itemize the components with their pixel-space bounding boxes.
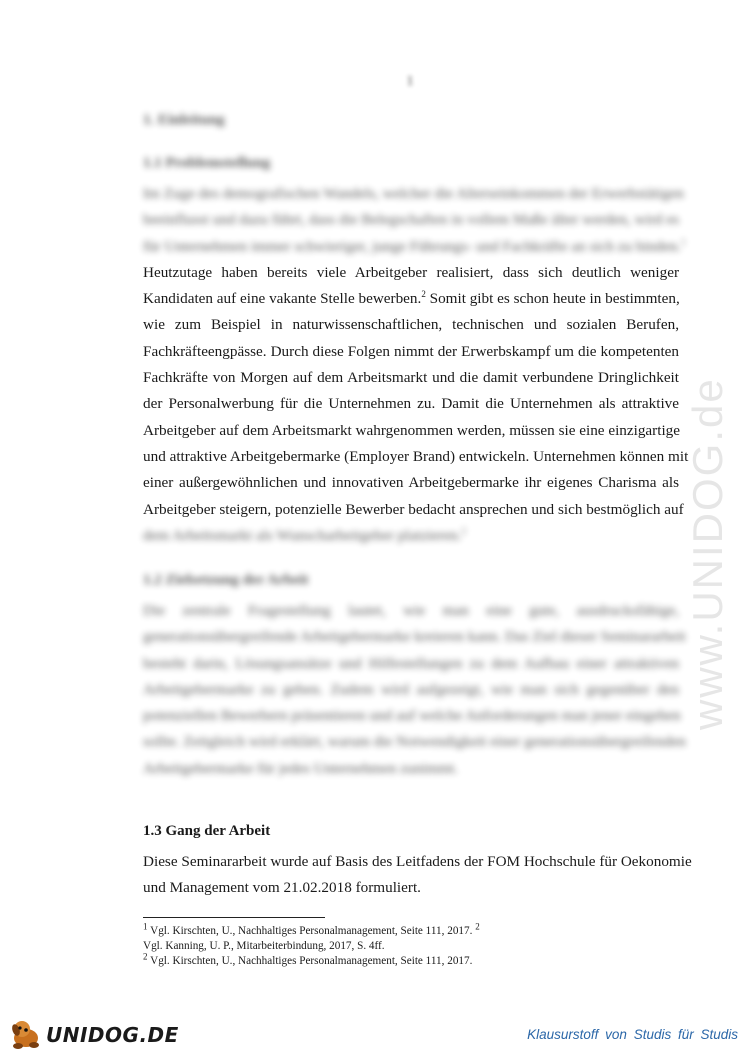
footnote-text: Vgl. Kirschten, U., Nachhaltiges Personalmanagement, Seite 111, 2017.	[150, 955, 473, 967]
text-line: und Management vom 21.02.2018 formuliert.	[143, 879, 421, 897]
text-line: Im Zuge des demografischen Wandels, welcher die Alterseinkommen der Erwerbstätigen	[143, 185, 684, 202]
section-heading-structure: 1.3 Gang der Arbeit	[143, 823, 271, 839]
footnote-mark: 2	[421, 289, 426, 300]
text-line	[143, 234, 686, 260]
section-heading-goal: 1.2 Zielsetzung der Arbeit	[143, 572, 309, 588]
text-line: Arbeitgeber steigern, potenzielle Bewerber bedacht ansprechen und sich bestmöglich auf	[143, 500, 684, 518]
text-line	[143, 523, 679, 549]
tagline: Klausurstoff von Studis für Studis	[527, 1027, 738, 1042]
text-line: Fachkräfteengpässe. Durch diese Folgen nimmt der Erwerbskampf um die kompetenten	[143, 342, 679, 360]
unidog-logo[interactable]	[8, 1018, 179, 1050]
text-line: sollte. Zeitgleich wird erklärt, warum die Notwendigkeit einer generationsübergreifenden	[143, 733, 686, 751]
footnote-text: Vgl. Kirschten, U., Nachhaltiges Personalmanagement, Seite 111, 2017.	[150, 925, 473, 937]
footnote-mark: 2	[461, 525, 466, 536]
footnote-line: Vgl. Kanning, U. P., Mitarbeiterbindung, 2017, S. 4ff.	[143, 940, 385, 952]
text-line: und attraktive Arbeitgebermarke (Employer Brand) entwickeln. Unternehmen können mit	[143, 447, 689, 465]
text-line: wie zum Beispiel in naturwissenschaftlichen, technischen und sozialen Berufen,	[143, 316, 679, 334]
text-line: Heutzutage haben bereits viele Arbeitgeber realisiert, dass sich deutlich weniger	[143, 263, 679, 281]
text-line: Fachkräfte von Morgen auf dem Arbeitsmarkt und die damit verbundene Dringlichkeit	[143, 369, 679, 387]
footnote-mark: 1	[680, 236, 686, 247]
section-heading-introduction: 1. Einleitung	[143, 112, 225, 128]
text-line: beeinflusst und dazu führt, dass die Belegschaften in vollem Maße älter werden, wird es	[143, 211, 679, 229]
section-heading-problem: 1.1 Problemstellung	[143, 155, 271, 171]
problem-paragraph	[143, 181, 689, 549]
structure-paragraph	[143, 849, 692, 902]
footnote-line	[143, 921, 683, 939]
watermark: www.UNIDOG.de	[684, 377, 731, 730]
text-fragment: dem Arbeitsmarkt als Wunscharbeitgeber platzieren.	[143, 526, 462, 544]
text-line: Arbeitgebermarke für jedes Unternehmen zunimmt.	[143, 759, 459, 777]
text-fragment: für Unternehmen immer schwieriger, junge Führungs- und Fachkräfte an sich zu binden.	[143, 237, 681, 255]
text-line: potenziellen Bewerbern präsentieren und auf welche Anforderungen man jener eingehen	[143, 707, 681, 725]
text-line: generationsübergreifende Arbeitgebermarke kreieren kann. Das Ziel dieser Seminararbeit	[143, 628, 686, 646]
footnote-separator	[143, 917, 325, 918]
text-fragment: Somit gibt es schon heute in bestimmten,	[429, 290, 680, 308]
text-line: Die zentrale Fragestellung lautet, wie man eine gute, ausdrucksfähige,	[143, 602, 679, 619]
footnote-number: 1	[143, 921, 148, 932]
page-number: 1	[406, 74, 414, 89]
text-fragment: Kandidaten auf eine vakante Stelle bewerben.	[143, 290, 422, 308]
dog-mascot-icon	[8, 1018, 48, 1050]
footnote-number: 2	[143, 951, 148, 962]
text-line: Arbeitgebermarke zu geben. Zudem wird aufgezeigt, wie man sich gegenüber den	[143, 680, 679, 698]
footnote-line	[143, 951, 683, 969]
footnote-number: 2	[475, 921, 480, 932]
text-line	[143, 286, 679, 312]
logo-text: UNIDOG.DE	[46, 1023, 179, 1047]
goal-paragraph	[143, 598, 686, 782]
text-line: Arbeitgeber auf dem Arbeitsmarkt wahrgenommen werden, müssen sie eine einzigartige	[143, 421, 681, 439]
text-line: besteht darin, Lösungsansätze und Hilfestellungen zu dem Aufbau einer attraktiven	[143, 654, 679, 672]
text-line: der Personalwerbung für die Unternehmen zu. Damit die Unternehmen als attraktive	[143, 395, 679, 413]
text-line: einer außergewöhnlichen und innovativen Arbeitgebermarke ihr eigenes Charisma als	[143, 474, 679, 492]
footnotes	[143, 921, 683, 969]
text-line: Diese Seminararbeit wurde auf Basis des Leitfadens der FOM Hochschule für Oekonomie	[143, 853, 692, 870]
